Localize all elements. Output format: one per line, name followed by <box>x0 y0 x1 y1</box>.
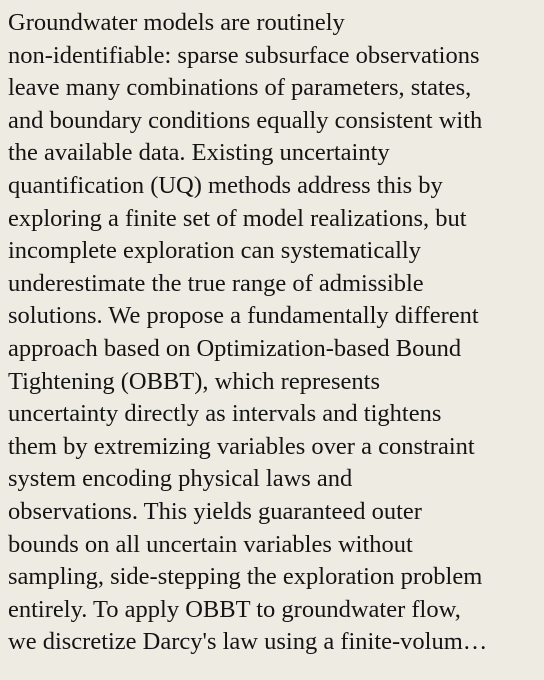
text-line: leave many combinations of parameters, states, <box>8 74 472 102</box>
text-line: Groundwater models are routinely <box>8 9 345 36</box>
text-line: and boundary conditions equally consistent with <box>8 106 483 134</box>
text-line: solutions. We propose a fundamentally different <box>8 302 479 330</box>
text-line: exploring a finite set of model realizations, but <box>8 204 467 232</box>
text-line: them by extremizing variables over a constraint <box>8 432 475 460</box>
text-line: system encoding physical laws and <box>8 465 353 493</box>
text-line: sampling, side-stepping the exploration problem <box>8 563 483 591</box>
abstract-text <box>8 7 544 659</box>
text-line: incomplete exploration can systematically <box>8 237 421 265</box>
text-line: bounds on all uncertain variables without <box>8 530 413 558</box>
text-line: approach based on Optimization-based Bound <box>8 334 462 362</box>
text-line: the available data. Existing uncertainty <box>8 139 390 167</box>
text-line: we discretize Darcy's law using a finite-volum… <box>8 628 488 656</box>
text-line: observations. This yields guaranteed outer <box>8 497 422 525</box>
text-line: quantification (UQ) methods address this by <box>8 171 443 199</box>
text-line: entirely. To apply OBBT to groundwater flow, <box>8 595 461 623</box>
text-line: Tightening (OBBT), which represents <box>8 367 380 395</box>
text-line: uncertainty directly as intervals and tightens <box>8 400 442 428</box>
text-line: non-identifiable: sparse subsurface observations <box>8 41 480 69</box>
text-line: underestimate the true range of admissible <box>8 269 424 297</box>
